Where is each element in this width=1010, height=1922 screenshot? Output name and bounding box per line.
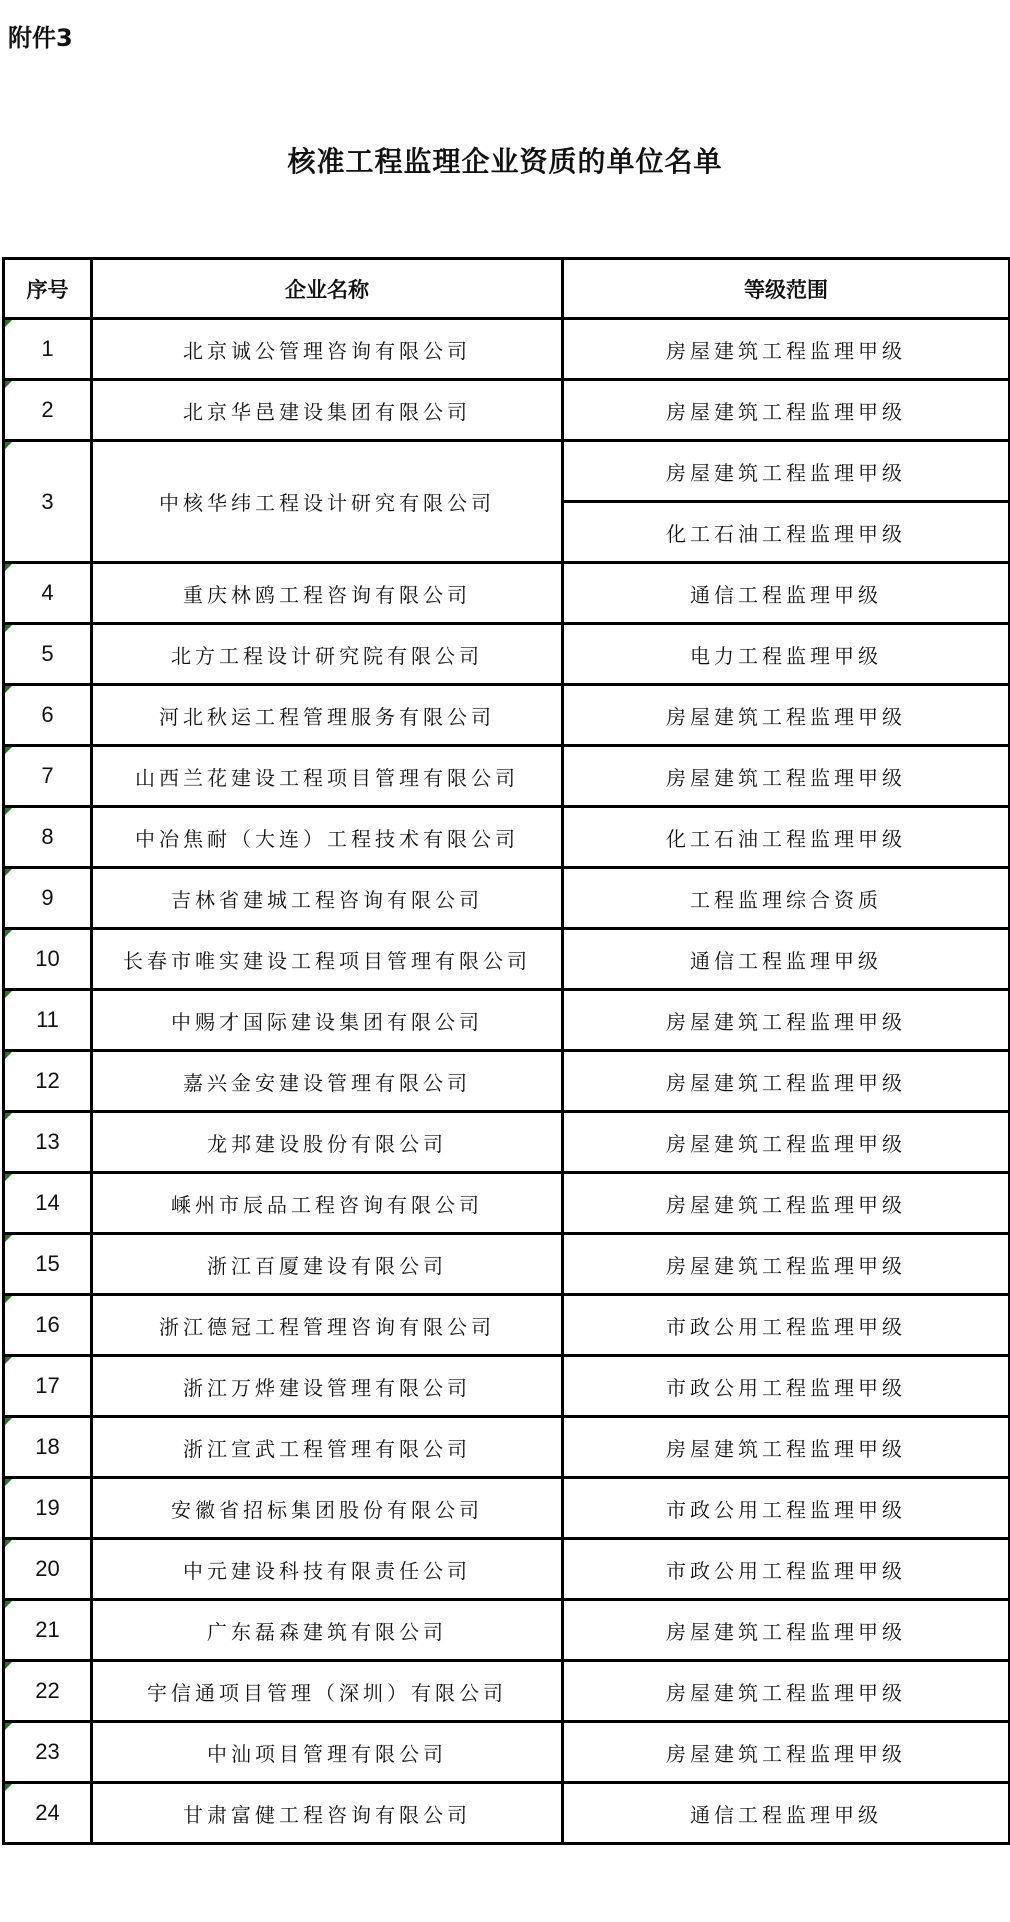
cell-comment-marker-icon xyxy=(5,1723,12,1730)
seq-value: 6 xyxy=(41,702,54,727)
cell-company-name: 重庆林鸥工程咨询有限公司 xyxy=(92,563,563,624)
cell-comment-marker-icon xyxy=(5,1296,12,1303)
cell-grade-scope: 房屋建筑工程监理甲级 xyxy=(563,990,1010,1051)
seq-value: 4 xyxy=(41,580,54,605)
cell-grade-scope: 电力工程监理甲级 xyxy=(563,624,1010,685)
header-seq: 序号 xyxy=(4,259,92,319)
cell-comment-marker-icon xyxy=(5,930,12,937)
table-row xyxy=(4,1539,1010,1600)
cell-grade-scope: 房屋建筑工程监理甲级 xyxy=(563,380,1010,441)
cell-seq xyxy=(4,807,92,868)
cell-comment-marker-icon xyxy=(5,381,12,388)
table-header-row xyxy=(4,259,1010,319)
cell-comment-marker-icon xyxy=(5,686,12,693)
cell-company-name: 北京诚公管理咨询有限公司 xyxy=(92,319,563,380)
seq-value: 21 xyxy=(35,1617,60,1642)
header-grade: 等级范围 xyxy=(563,259,1010,319)
seq-value: 5 xyxy=(41,641,54,666)
cell-seq xyxy=(4,929,92,990)
cell-grade-scope: 房屋建筑工程监理甲级 xyxy=(563,685,1010,746)
cell-company-name: 浙江万烨建设管理有限公司 xyxy=(92,1356,563,1417)
table-row xyxy=(4,807,1010,868)
table-row xyxy=(4,929,1010,990)
cell-comment-marker-icon xyxy=(5,1784,12,1791)
cell-grade-scope: 工程监理综合资质 xyxy=(563,868,1010,929)
cell-company-name: 浙江百厦建设有限公司 xyxy=(92,1234,563,1295)
cell-grade-scope: 房屋建筑工程监理甲级 xyxy=(563,1600,1010,1661)
cell-company-name: 吉林省建城工程咨询有限公司 xyxy=(92,868,563,929)
table-row xyxy=(4,868,1010,929)
cell-seq xyxy=(4,1539,92,1600)
cell-seq xyxy=(4,563,92,624)
cell-grade-scope: 化工石油工程监理甲级 xyxy=(563,502,1010,563)
cell-grade-scope: 化工石油工程监理甲级 xyxy=(563,807,1010,868)
seq-value: 22 xyxy=(35,1678,60,1703)
cell-company-name: 龙邦建设股份有限公司 xyxy=(92,1112,563,1173)
cell-grade-scope: 房屋建筑工程监理甲级 xyxy=(563,746,1010,807)
cell-company-name: 安徽省招标集团股份有限公司 xyxy=(92,1478,563,1539)
cell-seq xyxy=(4,1417,92,1478)
table-row xyxy=(4,1051,1010,1112)
cell-company-name: 北京华邑建设集团有限公司 xyxy=(92,380,563,441)
cell-company-name: 嘉兴金安建设管理有限公司 xyxy=(92,1051,563,1112)
seq-value: 8 xyxy=(41,824,54,849)
table-row xyxy=(4,746,1010,807)
seq-value: 18 xyxy=(35,1434,60,1459)
cell-comment-marker-icon xyxy=(5,1662,12,1669)
cell-grade-scope: 市政公用工程监理甲级 xyxy=(563,1539,1010,1600)
seq-value: 7 xyxy=(41,763,54,788)
document-title: 核准工程监理企业资质的单位名单 xyxy=(287,145,723,178)
cell-grade-scope: 房屋建筑工程监理甲级 xyxy=(563,319,1010,380)
cell-seq xyxy=(4,441,92,563)
cell-grade-scope: 通信工程监理甲级 xyxy=(563,1783,1010,1844)
cell-company-name: 河北秋运工程管理服务有限公司 xyxy=(92,685,563,746)
seq-value: 9 xyxy=(41,885,54,910)
cell-company-name: 山西兰花建设工程项目管理有限公司 xyxy=(92,746,563,807)
seq-value: 19 xyxy=(35,1495,60,1520)
cell-seq xyxy=(4,1478,92,1539)
cell-grade-scope: 房屋建筑工程监理甲级 xyxy=(563,1722,1010,1783)
table-row xyxy=(4,1661,1010,1722)
cell-company-name: 广东磊森建筑有限公司 xyxy=(92,1600,563,1661)
cell-comment-marker-icon xyxy=(5,442,12,449)
cell-company-name: 北方工程设计研究院有限公司 xyxy=(92,624,563,685)
cell-comment-marker-icon xyxy=(5,1052,12,1059)
cell-seq xyxy=(4,1112,92,1173)
table-row xyxy=(4,1356,1010,1417)
attachment-label: 附件3 xyxy=(8,24,73,52)
cell-seq xyxy=(4,685,92,746)
cell-comment-marker-icon xyxy=(5,564,12,571)
table-row xyxy=(4,380,1010,441)
cell-seq xyxy=(4,868,92,929)
cell-company-name: 中元建设科技有限责任公司 xyxy=(92,1539,563,1600)
seq-value: 3 xyxy=(41,488,54,514)
table-row xyxy=(4,1417,1010,1478)
cell-grade-scope: 房屋建筑工程监理甲级 xyxy=(563,441,1010,502)
cell-company-name: 中赐才国际建设集团有限公司 xyxy=(92,990,563,1051)
cell-comment-marker-icon xyxy=(5,1540,12,1547)
cell-comment-marker-icon xyxy=(5,1479,12,1486)
cell-company-name: 中汕项目管理有限公司 xyxy=(92,1722,563,1783)
seq-value: 14 xyxy=(35,1190,60,1215)
cell-company-name: 嵊州市辰品工程咨询有限公司 xyxy=(92,1173,563,1234)
cell-company-name: 浙江宣武工程管理有限公司 xyxy=(92,1417,563,1478)
cell-company-name: 中冶焦耐（大连）工程技术有限公司 xyxy=(92,807,563,868)
table-row xyxy=(4,1600,1010,1661)
cell-seq xyxy=(4,1600,92,1661)
table-row xyxy=(4,1722,1010,1783)
cell-comment-marker-icon xyxy=(5,1113,12,1120)
cell-seq xyxy=(4,1295,92,1356)
table-row xyxy=(4,1295,1010,1356)
cell-comment-marker-icon xyxy=(5,747,12,754)
cell-company-name: 甘肃富健工程咨询有限公司 xyxy=(92,1783,563,1844)
seq-value: 12 xyxy=(35,1068,60,1093)
cell-comment-marker-icon xyxy=(5,1601,12,1608)
seq-value: 20 xyxy=(35,1556,60,1581)
cell-comment-marker-icon xyxy=(5,869,12,876)
seq-value: 2 xyxy=(41,397,54,422)
cell-comment-marker-icon xyxy=(5,320,12,327)
table-row xyxy=(4,563,1010,624)
cell-seq xyxy=(4,1722,92,1783)
cell-comment-marker-icon xyxy=(5,808,12,815)
cell-comment-marker-icon xyxy=(5,1174,12,1181)
cell-grade-scope: 通信工程监理甲级 xyxy=(563,563,1010,624)
cell-comment-marker-icon xyxy=(5,1235,12,1242)
seq-value: 10 xyxy=(35,946,60,971)
seq-value: 23 xyxy=(35,1739,60,1764)
seq-value: 15 xyxy=(35,1251,60,1276)
seq-value: 11 xyxy=(36,1007,59,1032)
cell-comment-marker-icon xyxy=(5,1357,12,1364)
table-row xyxy=(4,1173,1010,1234)
cell-seq xyxy=(4,1661,92,1722)
cell-grade-scope: 市政公用工程监理甲级 xyxy=(563,1295,1010,1356)
table-row xyxy=(4,319,1010,380)
cell-grade-scope: 房屋建筑工程监理甲级 xyxy=(563,1661,1010,1722)
table-row xyxy=(4,990,1010,1051)
cell-grade-scope: 市政公用工程监理甲级 xyxy=(563,1356,1010,1417)
cell-grade-scope: 房屋建筑工程监理甲级 xyxy=(563,1173,1010,1234)
cell-company-name: 浙江德冠工程管理咨询有限公司 xyxy=(92,1295,563,1356)
header-name: 企业名称 xyxy=(92,259,563,319)
cell-grade-scope: 房屋建筑工程监理甲级 xyxy=(563,1234,1010,1295)
cell-comment-marker-icon xyxy=(5,625,12,632)
table-row xyxy=(4,1783,1010,1844)
table-row xyxy=(4,1478,1010,1539)
seq-value: 16 xyxy=(35,1312,60,1337)
cell-grade-scope: 通信工程监理甲级 xyxy=(563,929,1010,990)
cell-grade-scope: 房屋建筑工程监理甲级 xyxy=(563,1112,1010,1173)
seq-value: 1 xyxy=(41,336,54,361)
qualification-table xyxy=(2,257,1010,1845)
table-row xyxy=(4,624,1010,685)
cell-seq xyxy=(4,1051,92,1112)
table-row xyxy=(4,441,1010,502)
cell-seq xyxy=(4,1356,92,1417)
cell-seq xyxy=(4,1783,92,1844)
seq-value: 13 xyxy=(35,1129,60,1154)
cell-company-name: 宇信通项目管理（深圳）有限公司 xyxy=(92,1661,563,1722)
table-row xyxy=(4,685,1010,746)
cell-seq xyxy=(4,1234,92,1295)
cell-seq xyxy=(4,624,92,685)
cell-comment-marker-icon xyxy=(5,1418,12,1425)
table-row xyxy=(4,1112,1010,1173)
cell-company-name: 长春市唯实建设工程项目管理有限公司 xyxy=(92,929,563,990)
cell-seq xyxy=(4,990,92,1051)
table-body xyxy=(4,319,1010,1844)
cell-grade-scope: 房屋建筑工程监理甲级 xyxy=(563,1051,1010,1112)
cell-seq xyxy=(4,380,92,441)
cell-seq xyxy=(4,319,92,380)
seq-value: 24 xyxy=(35,1800,60,1825)
cell-comment-marker-icon xyxy=(5,991,12,998)
seq-value: 17 xyxy=(35,1373,60,1398)
cell-seq xyxy=(4,1173,92,1234)
cell-grade-scope: 房屋建筑工程监理甲级 xyxy=(563,1417,1010,1478)
cell-company-name: 中核华纬工程设计研究有限公司 xyxy=(92,441,563,563)
cell-seq xyxy=(4,746,92,807)
cell-grade-scope: 市政公用工程监理甲级 xyxy=(563,1478,1010,1539)
table-row xyxy=(4,1234,1010,1295)
